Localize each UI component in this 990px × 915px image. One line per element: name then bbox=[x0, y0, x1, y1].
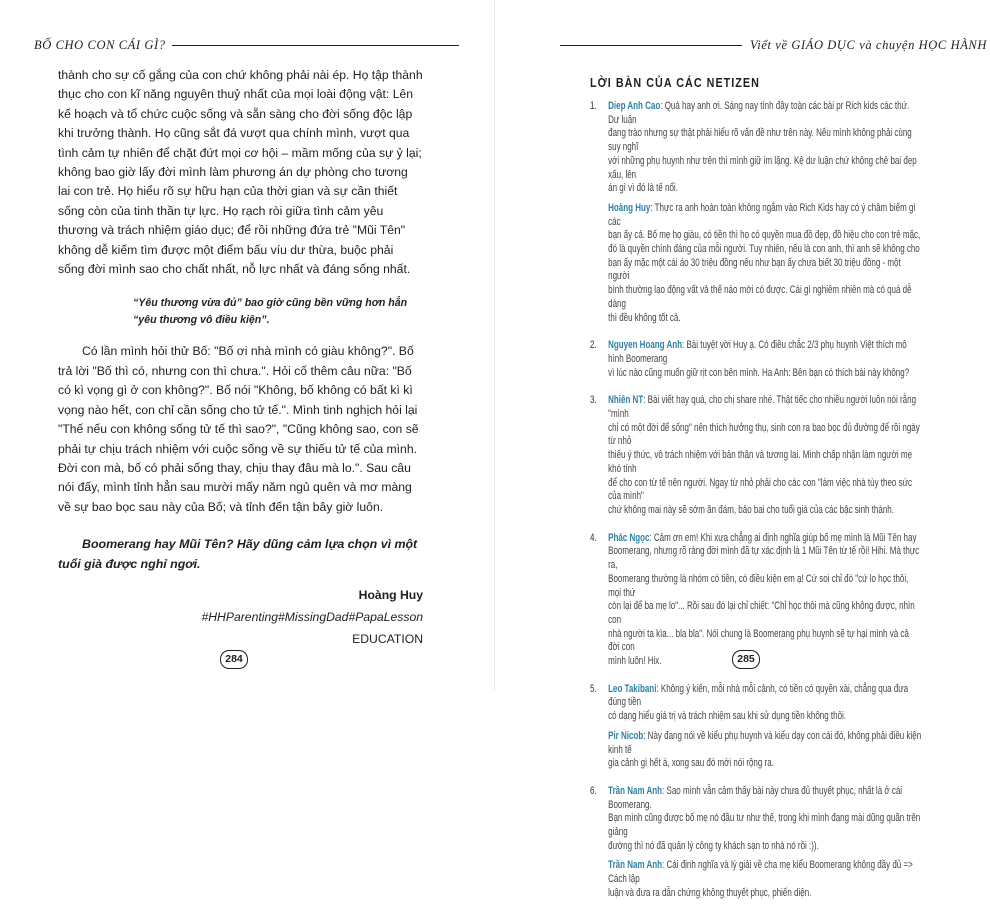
right-page-number: 285 bbox=[732, 650, 760, 669]
comment-line bbox=[608, 840, 922, 854]
category-label: EDUCATION bbox=[352, 632, 423, 647]
comment-text: Boomerang thường là nhóm có tiền, có điều kiện em ạ! Cứ soi chỉ đó "cứ lo học thôi, mọi thứ bbox=[608, 572, 909, 599]
reply-author: Hoàng Huy bbox=[608, 201, 651, 214]
right-header-rule bbox=[560, 45, 742, 46]
reply-text: thì đều không tốt cả. bbox=[608, 311, 681, 324]
reply-text: gia cảnh gì hết á, xong sau đó mới nói rộng ra. bbox=[608, 757, 774, 770]
left-running-header bbox=[34, 38, 459, 53]
comment-item bbox=[590, 339, 922, 380]
reply-line bbox=[608, 229, 922, 243]
reply-text: bạn ấy mặc một cái áo 30 triệu đồng nếu như bạn ấy chưa biết 30 triệu đồng - một người bbox=[608, 256, 901, 283]
right-page bbox=[495, 0, 990, 899]
reply-line bbox=[608, 202, 922, 229]
section-title: LỜI BÀN CỦA CÁC NETIZEN bbox=[590, 76, 760, 90]
pull-quote: “Yêu thương vừa đủ” bao giờ cũng bền vững hơn hẳn “yêu thương vô điều kiện”. bbox=[133, 297, 408, 326]
comment-text: : Bài viết hay quá, cho chị share nhé. Thật tiếc cho nhiều người luôn nói rằng "mình bbox=[608, 394, 917, 421]
comment-line bbox=[608, 477, 922, 504]
author-name: Hoàng Huy bbox=[358, 588, 423, 603]
right-running-header bbox=[560, 38, 987, 53]
comment-reply bbox=[608, 859, 922, 900]
comment-number: 5. bbox=[590, 682, 597, 695]
comment-item bbox=[590, 394, 922, 517]
comment-line bbox=[608, 394, 922, 421]
comment-text: : Cảm ơn em! Khi xưa chẳng ai định nghĩa giúp bố mẹ mình là Mũi Tên hay bbox=[649, 531, 917, 544]
comment-author: Nguyen Hoang Anh bbox=[608, 339, 683, 352]
comment-line bbox=[608, 155, 922, 182]
comment-text: thiếu ý thức, vô trách nhiệm với bản thân và tương lai. Mình chấp nhận làm người mẹ khó tính bbox=[608, 449, 913, 475]
comment-text: mình luôn! Hix. bbox=[608, 655, 662, 668]
comment-line bbox=[608, 100, 922, 127]
comment-text: án gì vì đó là tế nổi. bbox=[608, 182, 678, 195]
reply-text: : Cái định nghĩa và lý giải về cha mẹ kiểu Boomerang không đầy đủ => Cách lập bbox=[608, 859, 913, 886]
reply-author: Pir Nicob bbox=[608, 729, 644, 742]
comment-author: Trần Nam Anh bbox=[608, 784, 663, 797]
comment-reply bbox=[608, 202, 922, 325]
left-header-text: BỐ CHO CON CÁI GÌ? bbox=[34, 38, 166, 52]
comment-text: đường thì nó đã quản lý công ty khách sạn to nhà nó rồi :)). bbox=[608, 839, 819, 852]
comment-line bbox=[608, 182, 922, 196]
closing-statement: Boomerang hay Mũi Tên? Hãy dũng cảm lựa chọn vì một tuổi già được nghỉ ngơi. bbox=[58, 537, 418, 571]
left-page bbox=[0, 0, 495, 690]
comment-number: 1. bbox=[590, 100, 597, 112]
comment-text: Bạn mình cũng được bố mẹ nó đầu tư như thế, trong khi mình đang mài dũng quần trên giảng bbox=[608, 812, 921, 839]
comment-number: 6. bbox=[590, 784, 597, 797]
comment-line bbox=[608, 600, 922, 627]
reply-line bbox=[608, 284, 922, 311]
comment-line bbox=[608, 785, 922, 812]
comment-item bbox=[590, 683, 922, 771]
comment-line bbox=[608, 655, 922, 669]
comment-text: nhà người ta kìa... bla bla". Nói chung là Boomerang phụ huynh sẽ tự hại mình và cả đời con bbox=[608, 627, 909, 654]
comment-text: để cho con từ tế nên người. Ngay từ nhỏ phải cho các con "làm việc nhà tùy theo sức của mình" bbox=[608, 476, 912, 503]
comment-text: : Bài tuyệt vời Huy ạ. Có điều chắc 2/3 phụ huynh Việt thích mô hình Boomerang bbox=[608, 339, 907, 365]
reply-text: bạn ấy cả. Bố mẹ họ giàu, có tiền thì họ có quyền mua đồ đẹp, đồ hiệu cho con trẻ mặc, bbox=[608, 229, 921, 242]
paragraph-1: thành cho sự cố gắng của con chứ không phải nài ép. Họ tập thành thục cho con kĩ năng nguyên thuỷ nhất của mọi loài động vật: Lên kế hoạch và tổ chức cuộc sống và sẵn sàng cho đời sống độc lập khi trưởng thành. Họ cũng sắt đá vượt qua chính mình, vượt qua tình cảm tự nhiên để chặt đứt mọi cơ hội – mầm mống của sự ỷ lại; không bao giờ lấy đời mình làm phương án dự phòng cho tương lai con trẻ. Họ hiểu rõ sự hữu hạn của thời gian và sự cần thiết sống còn của tinh thần tự lực. Họ rạch ròi giữa tình cảm yêu thương và trách nhiệm giáo dục; để rồi những đứa trẻ "Mũi Tên" không dễ kiếm tìm được một điểm bấu víu dư thừa, buộc phải sống đời mình sao cho chất nhất, nỗ lực nhất và đáng sống nhất. bbox=[58, 68, 423, 277]
comment-text: Boomerang, nhưng rõ ràng đời mình đã tự xác định là 1 Mũi Tên từ tế rồi! Hihi. Mà thực ra, bbox=[608, 545, 920, 572]
comment-line bbox=[608, 449, 922, 476]
comment-item bbox=[590, 532, 922, 669]
comment-line bbox=[608, 628, 922, 655]
comment-line bbox=[608, 367, 922, 381]
reply-text: bình thường lao động vất vả thế nào mới có được. Cái gì nghiêm nhiên mà có quá dễ dàng bbox=[608, 284, 912, 310]
comment-author: Leo Takibani bbox=[608, 682, 657, 695]
comment-line bbox=[608, 812, 922, 839]
comment-text: chỉ có một đời để sống" nên thích hưởng thụ, sinh con ra bao bọc đủ đường để rồi ngày từ nhỏ bbox=[608, 421, 920, 448]
comment-item bbox=[590, 100, 922, 325]
comment-text: : Quá hay anh ơi. Sáng nay tình đây toàn các bài pr Rich kids các thứ. Dư luận bbox=[608, 100, 910, 126]
reply-line bbox=[608, 243, 922, 257]
comment-text: với những phụ huynh như trên thì mình giữ im lặng. Kệ dư luận chứ không chê bai đẹp xấu, lên bbox=[608, 154, 917, 181]
comment-list bbox=[590, 100, 922, 915]
comment-author: Nhiên NT bbox=[608, 394, 644, 407]
reply-text: luận và đưa ra dẫn chứng không thuyết phục, phiến diện. bbox=[608, 886, 812, 899]
comment-text: còn lại để ba mẹ lo"... Rồi sau đó lại chỉ chiết: "Chỉ học thôi mà cũng không được, nhìn con bbox=[608, 600, 915, 626]
left-header-rule bbox=[172, 45, 459, 46]
left-body bbox=[58, 66, 423, 650]
reply-line bbox=[608, 757, 922, 771]
comment-text: đang trào nhưng sự thật phải hiểu rõ vấn đề như trên này. Nếu mình không phải cùng suy nghĩ bbox=[608, 127, 912, 154]
comment-line bbox=[608, 545, 922, 572]
paragraph-2: Có lần mình hỏi thử Bố: "Bố ơi nhà mình có giàu không?". Bố trả lời "Bố thì có, nhưng con thì chưa.". Hỏi cố thêm câu nữa: "Bố có kì vọng gì ở con không?". Bố nói "Không, bố không có bất kì kì vọng nào hết, con chỉ cần sống cho tử tế.". Mình tinh nghịch hỏi lại "Thế nếu con không sống tử tế thì sao?", "Cũng không sao, con sẽ phải tự chịu trách nhiệm với cuộc sống về sự thiếu tử tế của mình. Đời con mà, bố có phải sống thay, chịu thay đâu mà lo.". Sau câu nói đấy, mình tỉnh hẳn sau mười mấy năm ngủ quên và mơ màng về sự bao bọc sau này của Bố; và tỉnh đến tận bây giờ luôn. bbox=[58, 344, 419, 514]
reply-text: đó là quyền chính đáng của mỗi người. Tuy nhiên, nếu là con anh, thì anh sẽ không cho bbox=[608, 243, 920, 256]
comment-line bbox=[608, 683, 922, 710]
comment-line bbox=[608, 573, 922, 600]
comment-line bbox=[608, 422, 922, 449]
comment-text: chứ không mai này sẽ sớm ăn đám, bảo bai cho tuổi già của các bậc sinh thành. bbox=[608, 503, 894, 516]
comment-reply bbox=[608, 730, 922, 771]
reply-text: : Này đang nói về kiểu phụ huynh và kiểu dạy con cái đó, không phải điều kiện kinh tế bbox=[608, 729, 922, 756]
reply-line bbox=[608, 312, 922, 326]
comment-text: : Không ý kiến, mỗi nhà mỗi cảnh, có tiền có quyền xài, chẳng qua đưa đúng tiền bbox=[608, 682, 909, 709]
comment-author: Diep Anh Cao bbox=[608, 100, 661, 112]
comment-number: 2. bbox=[590, 339, 597, 352]
reply-line bbox=[608, 730, 922, 757]
comment-line bbox=[608, 710, 922, 724]
comment-text: : Sao mình vẫn cảm thấy bài này chưa đủ thuyết phục, nhất là ở cái Boomerang. bbox=[608, 784, 903, 811]
reply-line bbox=[608, 859, 922, 886]
right-header-text: Viết về GIÁO DỤC và chuyện HỌC HÀNH bbox=[749, 38, 987, 52]
comment-number: 3. bbox=[590, 394, 597, 407]
reply-line bbox=[608, 257, 922, 284]
comment-text: vì lúc nào cũng muốn giữ rịt con bên mình. Ha Anh: Bên bạn có thích bài này không? bbox=[608, 366, 910, 379]
comment-line bbox=[608, 339, 922, 366]
comment-author: Phác Ngọc bbox=[608, 531, 650, 544]
comment-line bbox=[608, 532, 922, 546]
comment-line bbox=[608, 504, 922, 518]
comment-line bbox=[608, 127, 922, 154]
reply-author: Trần Nam Anh bbox=[608, 859, 663, 872]
reply-text: : Thực ra anh hoàn toàn không ngắm vào Rich Kids hay có ý châm biếm gì các bbox=[608, 201, 916, 228]
comment-text: có dạng hiểu giá trị và trách nhiệm sau khi sử dụng tiền không thôi. bbox=[608, 710, 847, 723]
left-page-number: 284 bbox=[220, 650, 248, 669]
hashtags: #HHParenting#MissingDad#PapaLesson bbox=[201, 610, 423, 625]
reply-line bbox=[608, 887, 922, 901]
comment-item bbox=[590, 785, 922, 901]
comment-number: 4. bbox=[590, 531, 597, 544]
